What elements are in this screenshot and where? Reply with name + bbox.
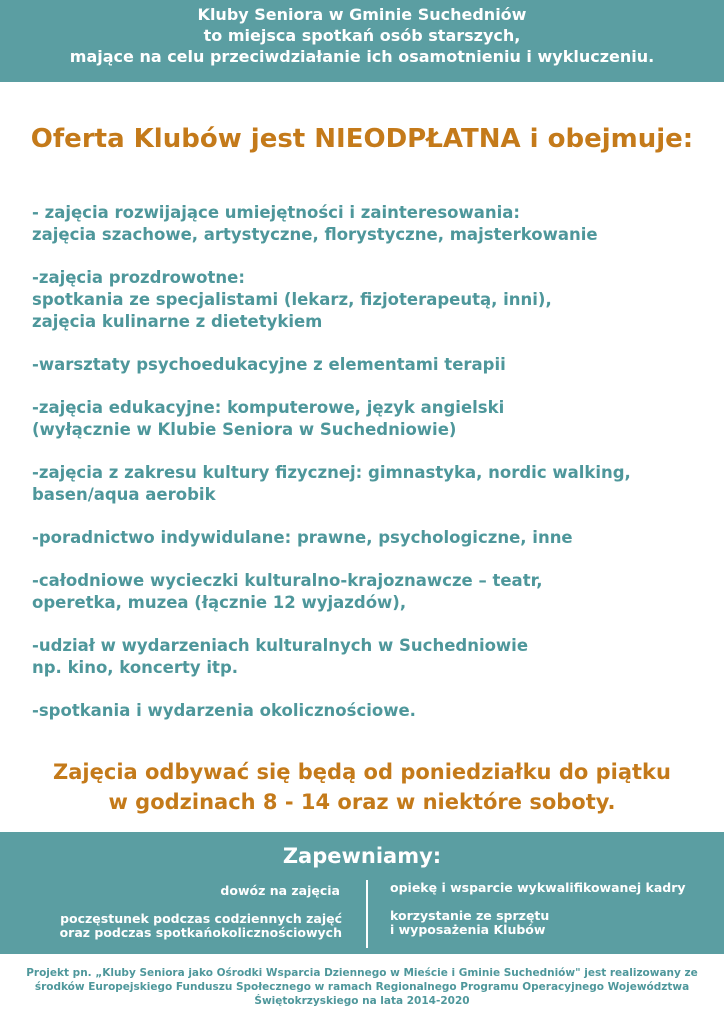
list-item [32,570,712,614]
list-item-line: -całodniowe wycieczki kulturalno-krajoznawcze – teatr, [32,571,543,590]
list-item-line: -zajęcia z zakresu kultury fizycznej: gimnastyka, nordic walking, [32,463,631,482]
list-item [32,267,712,333]
provide-item-line: korzystanie ze sprzętu [390,908,550,923]
provide-title: Zapewniamy: [282,844,442,868]
provide-item-line: dowóz na zajęcia [220,883,340,898]
provide-item-line: oraz podczas spotkańokolicznościowych [59,925,342,940]
list-item-line: -poradnictwo indywidulane: prawne, psychologiczne, inne [32,528,573,547]
list-item-line: -zajęcia prozdrowotne: [32,268,245,287]
provide-item-refreshments [60,912,342,940]
list-item-line: -spotkania i wydarzenia okolicznościowe. [32,701,416,720]
footer-line: środków Europejskiego Funduszu Społecznego w ramach Regionalnego Programu Operacyjnego Województwa [34,981,690,993]
provide-item-line: i wyposażenia Klubów [390,922,546,937]
divider [366,880,368,948]
footer-line: Świętokrzyskiego na lata 2014-2020 [254,995,470,1007]
list-item [32,527,712,549]
schedule-line: w godzinach 8 - 14 oraz w niektóre soboty. [108,790,616,814]
list-item-line: -zajęcia edukacyjne: komputerowe, język angielski [32,398,505,417]
offer-title: Oferta Klubów jest NIEODPŁATNA i obejmuje: [30,124,694,154]
provide-box [0,832,724,954]
list-item-line: -udział w wydarzeniach kulturalnych w Suchedniowie [32,636,529,655]
footer-line: Projekt pn. „Kluby Seniora jako Ośrodki Wsparcia Dziennego w Mieście i Gminie Suchedniów" jest realizowany ze [26,967,698,979]
provide-item-equipment [390,909,549,937]
list-item-line: - zajęcia rozwijające umiejętności i zainteresowania: [32,203,520,222]
list-item [32,397,712,441]
header-line: mające na celu przeciwdziałanie ich osamotnieniu i wykluczeniu. [69,47,655,66]
list-item [32,700,712,722]
schedule-notice [0,757,724,817]
provide-item-care [390,881,686,895]
schedule-line: Zajęcia odbywać się będą od poniedziałku do piątku [53,760,671,784]
list-item [32,462,712,506]
list-item-line: spotkania ze specjalistami (lekarz, fizjoterapeutą, inni), [32,290,552,309]
list-item-line: zajęcia kulinarne z dietetykiem [32,312,323,331]
footer-note [0,966,724,1008]
offer-list [32,202,712,743]
header-banner [0,0,724,82]
list-item-line: operetka, muzea (łącznie 12 wyjazdów), [32,593,407,612]
list-item-line: zajęcia szachowe, artystyczne, florystyczne, majsterkowanie [32,225,598,244]
list-item [32,202,712,246]
header-line: to miejsca spotkań osób starszych, [203,26,521,45]
list-item-line: -warsztaty psychoedukacyjne z elementami terapii [32,355,506,374]
list-item [32,635,712,679]
provide-item-line: opiekę i wsparcie wykwalifikowanej kadry [390,880,686,895]
list-item [32,354,712,376]
provide-item-transport [220,884,340,898]
list-item-line: basen/aqua aerobik [32,485,216,504]
header-line: Kluby Seniora w Gminie Suchedniów [197,5,527,24]
list-item-line: (wyłącznie w Klubie Seniora w Suchedniowie) [32,420,457,439]
provide-item-line: poczęstunek podczas codziennych zajęć [60,911,342,926]
list-item-line: np. kino, koncerty itp. [32,658,239,677]
